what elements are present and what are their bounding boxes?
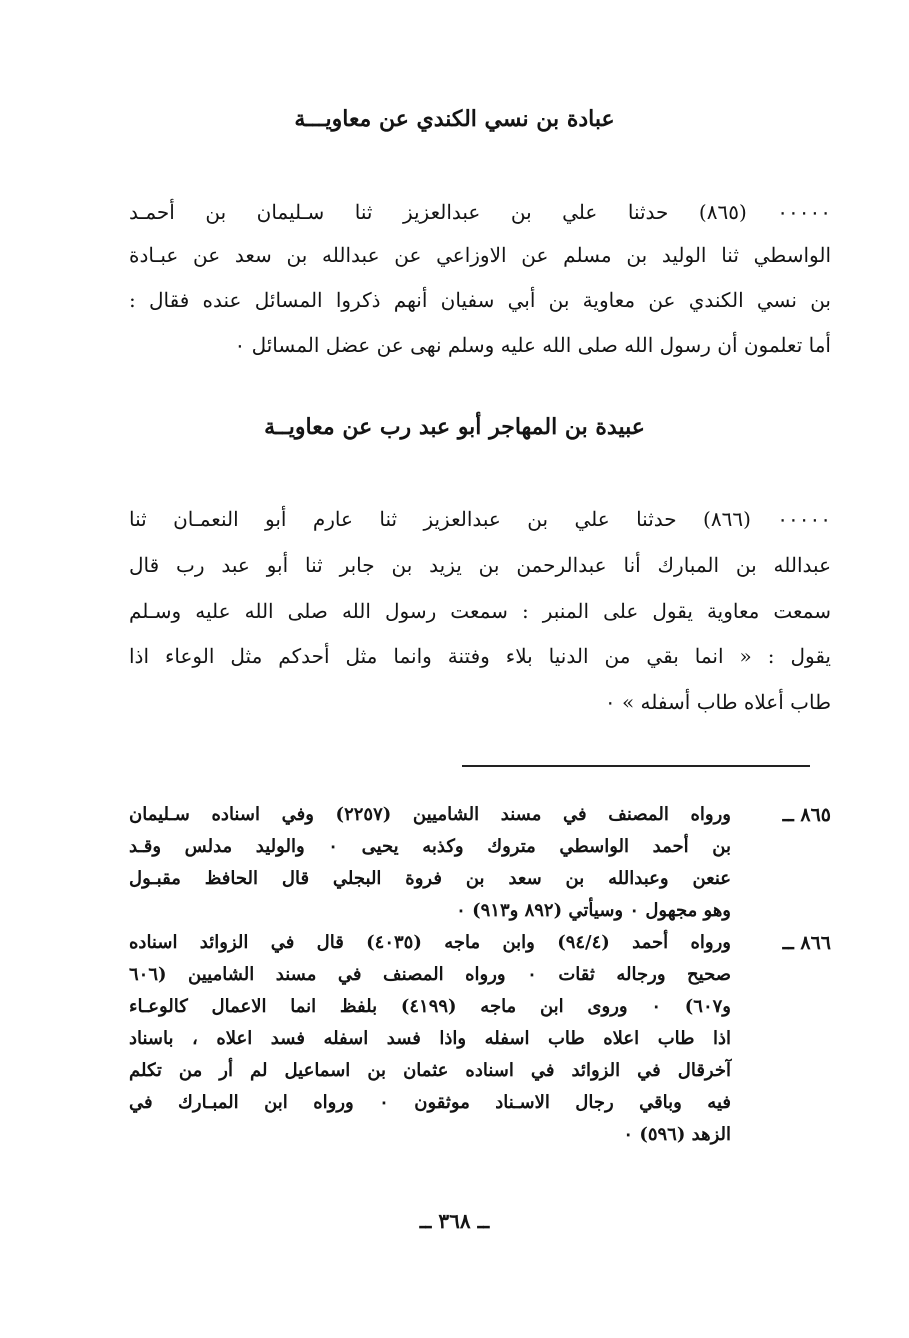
body-line: سمعت معاوية يقول على المنبر : سمعت رسول الله صلى الله عليه وسـلم [129, 599, 831, 623]
footnote-line: و٦٠٧) ٠ وروى ابن ماجه (٤١٩٩) بلفظ انما الاعمال كالوعـاء [129, 996, 731, 1017]
footnote-line: فيه وباقي رجال الاسـناد موثقون ٠ ورواه ابن المبـارك في [129, 1092, 731, 1113]
footnote-line: بن أحمد الواسطي متروك وكذبه يحيى ٠ والوليد مدلس وقـد [129, 836, 731, 857]
footnote-line: عنعن وعبدالله بن سعد بن فروة البجلي قال الحافظ مقبـول [129, 868, 731, 889]
footnote-line: ورواه أحمد (٩٤/٤) وابن ماجه (٤٠٣٥) قال في الزوائد اسناده [129, 932, 731, 953]
section-heading-ubada: عبادة بن نسي الكندي عن معاويـــة [294, 106, 615, 132]
footnote-line: وهو مجهول ٠ وسيأتي (٨٩٢ و٩١٣) ٠ [456, 900, 731, 921]
section-heading-ubayda: عبيدة بن المهاجر أبو عبد رب عن معاويــة [264, 414, 645, 440]
body-line: ٠٠٠٠٠ (٨٦٥) حدثنا علي بن عبدالعزيز ثنا سـليمان بن أحمـد [129, 200, 831, 224]
page-number: ــ ٣٦٨ ــ [419, 1209, 490, 1233]
body-line: عبدالله بن المبارك أنا عبدالرحمن بن يزيد بن جابر ثنا أبو عبد رب قال [129, 553, 831, 577]
body-line: الواسطي ثنا الوليد بن مسلم عن الاوزاعي عن عبدالله بن سعد عن عبـادة [129, 243, 831, 267]
body-line: ٠٠٠٠٠ (٨٦٦) حدثنا علي بن عبدالعزيز ثنا عارم أبو النعمـان ثنا [129, 507, 831, 531]
body-line: طاب أعلاه طاب أسفله » ٠ [604, 690, 831, 714]
footnote-line: آخرقال في الزوائد في اسناده عثمان بن اسماعيل لم أر من تكلم [129, 1060, 731, 1081]
body-line: بن نسي الكندي عن معاوية بن أبي سفيان أنهم ذكروا المسائل عنده فقال : [129, 288, 831, 312]
footnote-number: ٨٦٥ ــ [782, 804, 831, 826]
footnote-line: اذا طاب اعلاه طاب اسفله واذا فسد اسفله فسد اعلاه ، باسناد [129, 1028, 731, 1049]
footnote-separator [462, 765, 810, 767]
footnote-number: ٨٦٦ ــ [782, 932, 831, 954]
footnote-line: صحيح ورجاله ثقات ٠ ورواه المصنف في مسند الشاميين (٦٠٦ [129, 964, 731, 985]
body-line: أما تعلمون أن رسول الله صلى الله عليه وسلم نهى عن عضل المسائل ٠ [234, 333, 831, 357]
footnote-line: الزهد (٥٩٦) ٠ [623, 1124, 731, 1145]
body-line: يقول : « انما بقي من الدنيا بلاء وفتنة وانما مثل أحدكم مثل الوعاء اذا [129, 644, 831, 668]
footnote-line: ورواه المصنف في مسند الشاميين (٢٢٥٧) وفي اسناده سـليمان [129, 804, 731, 825]
